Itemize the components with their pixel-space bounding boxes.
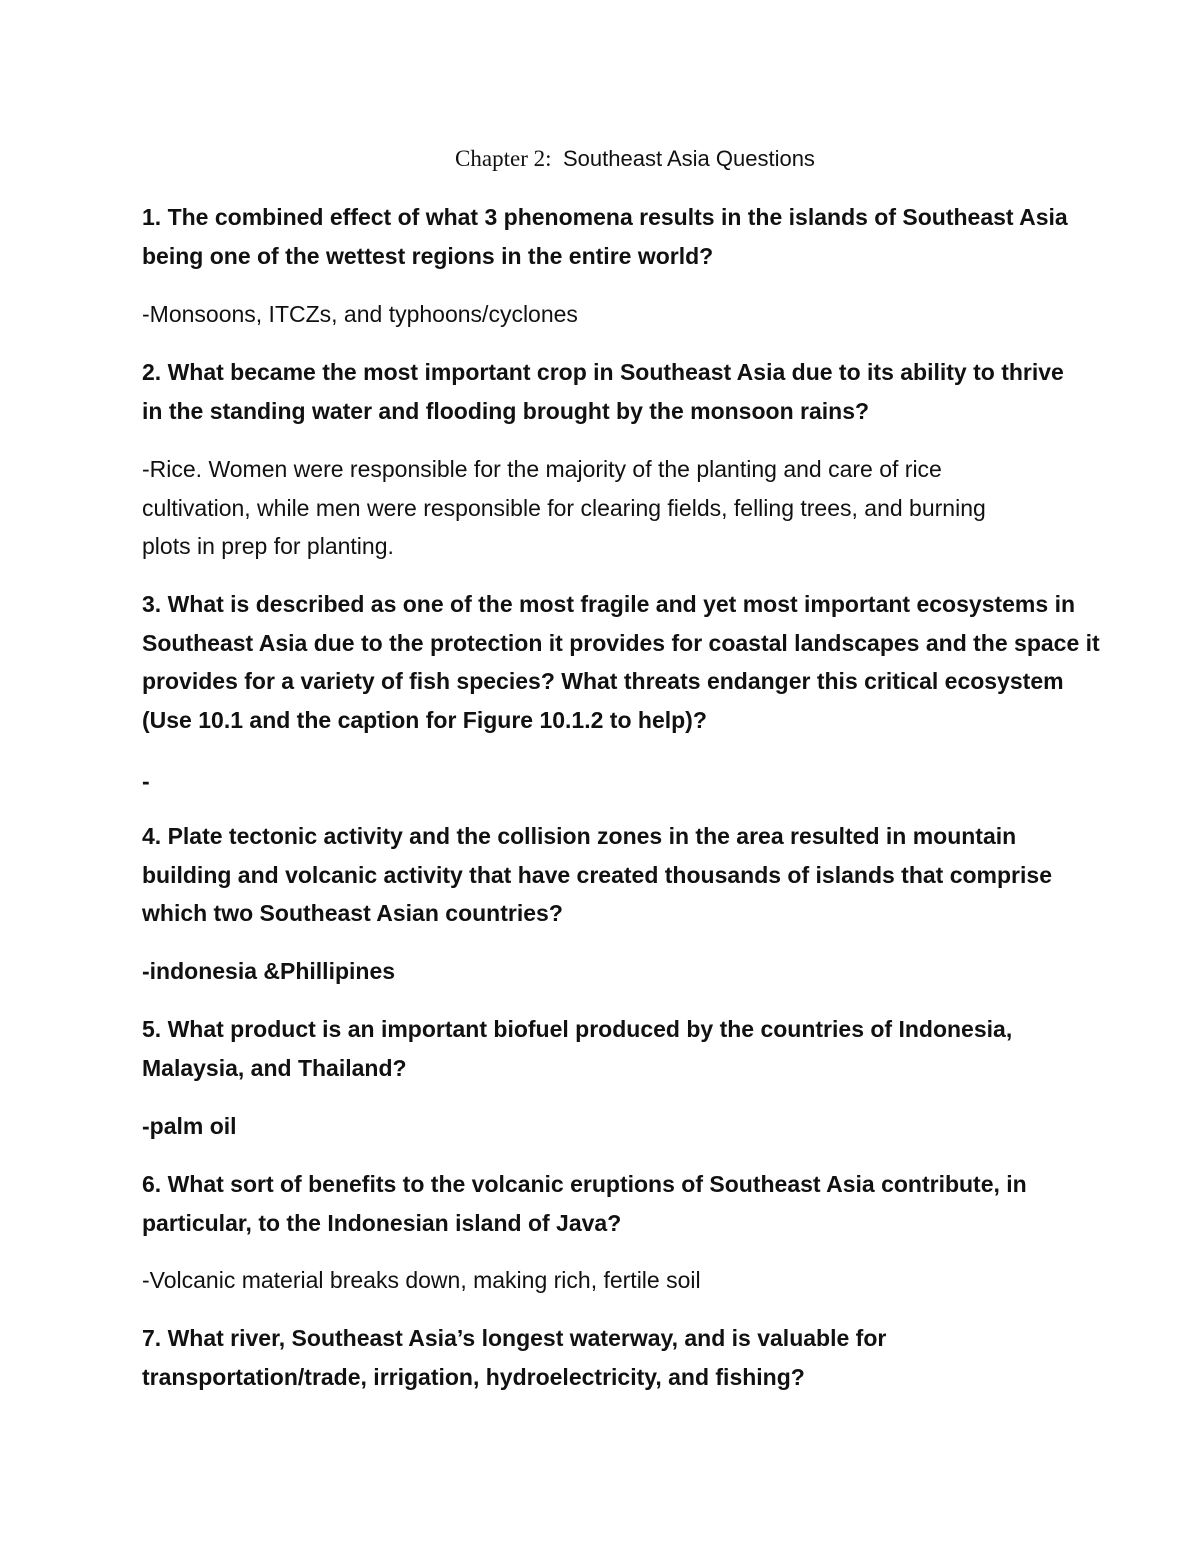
answer-1-line-1: -Monsoons, ITCZs, and typhoons/cyclones: [142, 301, 578, 327]
title-chapter: Chapter 2:: [455, 146, 552, 171]
question-3-line-4: (Use 10.1 and the caption for Figure 10.1.2 to help)?: [142, 706, 707, 733]
answer-4-line-1: -indonesia &Phillipines: [142, 958, 396, 984]
question-3-line-1: 3. What is described as one of the most fragile and yet most important ecosystems in: [142, 591, 1076, 617]
title-subject: Southeast Asia Questions: [563, 146, 815, 171]
question-4-line-2: building and volcanic activity that have created thousands of islands that comprise: [142, 861, 1052, 888]
answer-4: [142, 952, 1152, 991]
question-7-line-2: transportation/trade, irrigation, hydroelectricity, and fishing?: [142, 1363, 805, 1390]
question-3-line-3: provides for a variety of fish species? What threats endanger this critical ecosystem: [142, 668, 1064, 695]
question-2: [142, 353, 1152, 430]
answer-3: [142, 762, 1152, 801]
question-1-line-2: being one of the wettest regions in the entire world?: [142, 242, 714, 269]
answer-5-line-1: -palm oil: [142, 1113, 237, 1139]
question-2-line-1: 2. What became the most important crop in Southeast Asia due to its ability to thrive: [142, 359, 1064, 385]
question-1: [142, 198, 1152, 275]
answer-2-line-1: -Rice. Women were responsible for the majority of the planting and care of rice: [142, 456, 942, 482]
answer-6: [142, 1261, 1152, 1300]
question-5-line-2: Malaysia, and Thailand?: [142, 1054, 407, 1081]
question-7-line-1: 7. What river, Southeast Asia’s longest waterway, and is valuable for: [142, 1325, 887, 1351]
answer-3-line-1: -: [142, 768, 150, 794]
answer-2: [142, 450, 1152, 566]
question-6-line-2: particular, to the Indonesian island of Java?: [142, 1209, 622, 1236]
question-5-line-1: 5. What product is an important biofuel produced by the countries of Indonesia,: [142, 1016, 1013, 1042]
question-6-line-1: 6. What sort of benefits to the volcanic eruptions of Southeast Asia contribute, in: [142, 1171, 1027, 1197]
answer-6-line-1: -Volcanic material breaks down, making rich, fertile soil: [142, 1267, 701, 1293]
answer-2-line-2: cultivation, while men were responsible for clearing fields, felling trees, and burning: [142, 494, 986, 521]
question-5: [142, 1010, 1152, 1087]
question-6: [142, 1165, 1152, 1242]
question-4: [142, 817, 1152, 933]
question-4-line-1: 4. Plate tectonic activity and the collision zones in the area resulted in mountain: [142, 823, 1017, 849]
question-4-line-3: which two Southeast Asian countries?: [142, 900, 563, 927]
question-3-line-2: Southeast Asia due to the protection it provides for coastal landscapes and the space it: [142, 629, 1100, 656]
question-1-line-1: 1. The combined effect of what 3 phenomena results in the islands of Southeast Asia: [142, 204, 1068, 230]
question-2-line-2: in the standing water and flooding brought by the monsoon rains?: [142, 397, 870, 424]
question-3: [142, 585, 1152, 739]
answer-1: [142, 295, 1152, 334]
answer-2-line-3: plots in prep for planting.: [142, 533, 394, 560]
question-7: [142, 1319, 1152, 1396]
answer-5: [142, 1107, 1152, 1146]
page-title: [0, 142, 1200, 176]
